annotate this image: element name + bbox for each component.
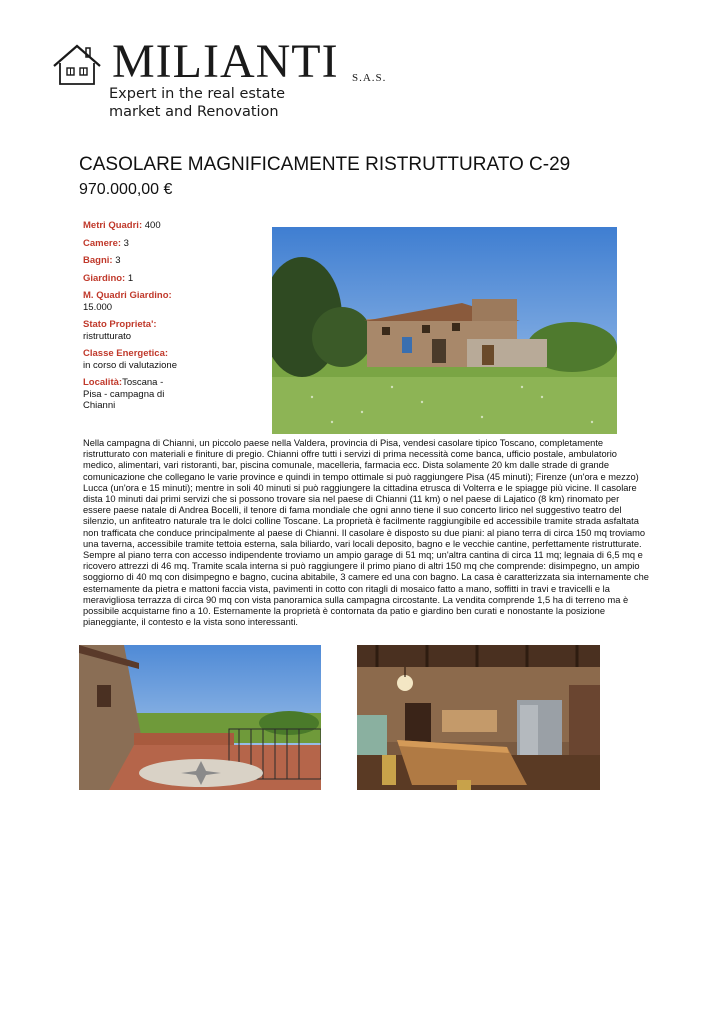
spec-localita: Località:Toscana - Pisa - campagna di Chianni xyxy=(83,377,165,411)
spec-camere: Camere: 3 xyxy=(83,237,129,249)
listing-price: 970.000,00 € xyxy=(79,181,173,198)
property-description: Nella campagna di Chianni, un piccolo paese nella Valdera, provincia di Pisa, vendesi casolare tipico Toscano, completamente ristrutturato con materiali e finiture di pregio. Chianni offre tutti i servizi di prima necessità come banca, ufficio postale, ambulatorio medico, alimentari, vari ristoranti, bar, piscina comunale, macelleria, farmacia ecc. Dista solamente 20 km dalle strade di grande comunicazione che collegano le varie province e quindi in tempo ottimale si può raggiungere Pisa (45 minuti); Firenze (un'ora e mezzo) Lucca (un'ora e 15 minuti); mentre in soli 40 minuti si può raggiungere la cittadina etrusca di Volterra e le spiagge più vicine. Il casolare dista 10 minuti dai primi servizi che si possono trovare sia nel paese di Chianni (11 km) o nel paese di Lajatico (8 km) rinomato per essere paese natale di Andrea Bocelli, il tenore di fama mondiale che ogni anno tiene il suo concerto lirico nel suggestivo teatro del silenzio, un anfiteatro naturale tra le dolci colline Toscane. La proprietà è facilmente raggiungibile ed accessibile tramite strada asfaltata non trafficata che conduce principalmente al paese di Chianni. Il casolare è disposto su due piani: al piano terra di circa 150 mq troviamo una taverna, accessibile tramite tettoia esterna, sala biliardo, vari locali deposito, bagno e le vecchie cantine, perfettamente ristrutturate. Sempre al piano terra con accesso indipendente troviamo un ampio garage di 51 mq; un'altra cantina di circa 11 mq; legnaia di 6,5 mq e ricovero attrezzi di 46 mq. Tramite scala interna si può raggiungere il primo piano di altri 150 mq che comprende: disimpegno, un ampio soggiorno di 40 mq con disimpegno e bagno, cucina abitabile, 3 camere ed una con bagno. La casa è caratterizzata sia internamente che esternamente da pietra e mattoni faccia vista, pavimenti in cotto con ritagli di mosaico fatto a mano, soffitti in travi e travicelli e la meravigliosa terrazza di circa 90 mq con vista panoramica sulla campagna circostante. La vendita comprende 1,5 ha di terreno ma è possibile acquistarne fino a 10. Esternamente la proprietà è contornata da patio e giardino ben curati e nonostante la posizione pianeggiante, il contesto e la vista sono interessanti. xyxy=(83,438,649,628)
spec-bagni: Bagni: 3 xyxy=(83,255,121,266)
spec-mq-giardino: M. Quadri Giardino: 15.000 xyxy=(83,290,172,313)
tagline-line-1: Expert in the real estate xyxy=(109,86,286,102)
photo-terrace xyxy=(79,645,321,790)
company-logo xyxy=(52,35,412,125)
spec-giardino: Giardino: 1 xyxy=(83,272,134,284)
listing-title: CASOLARE MAGNIFICAMENTE RISTRUTTURATO C-29 xyxy=(79,154,571,175)
spec-metri-quadri: Metri Quadri: 400 xyxy=(83,220,161,231)
spec-stato: Stato Proprieta': ristrutturato xyxy=(83,319,157,342)
main-photo-farmhouse xyxy=(272,227,617,434)
house-logo-icon xyxy=(52,42,102,86)
photo-kitchen xyxy=(357,645,600,790)
brand-suffix: S.A.S. xyxy=(352,72,387,84)
tagline xyxy=(109,85,285,121)
tagline-line-2: market and Renovation xyxy=(109,104,279,120)
specs-list xyxy=(83,220,263,418)
brand-name: MILIANTI xyxy=(112,35,339,88)
spec-classe-energetica: Classe Energetica: in corso di valutazione xyxy=(83,348,177,371)
